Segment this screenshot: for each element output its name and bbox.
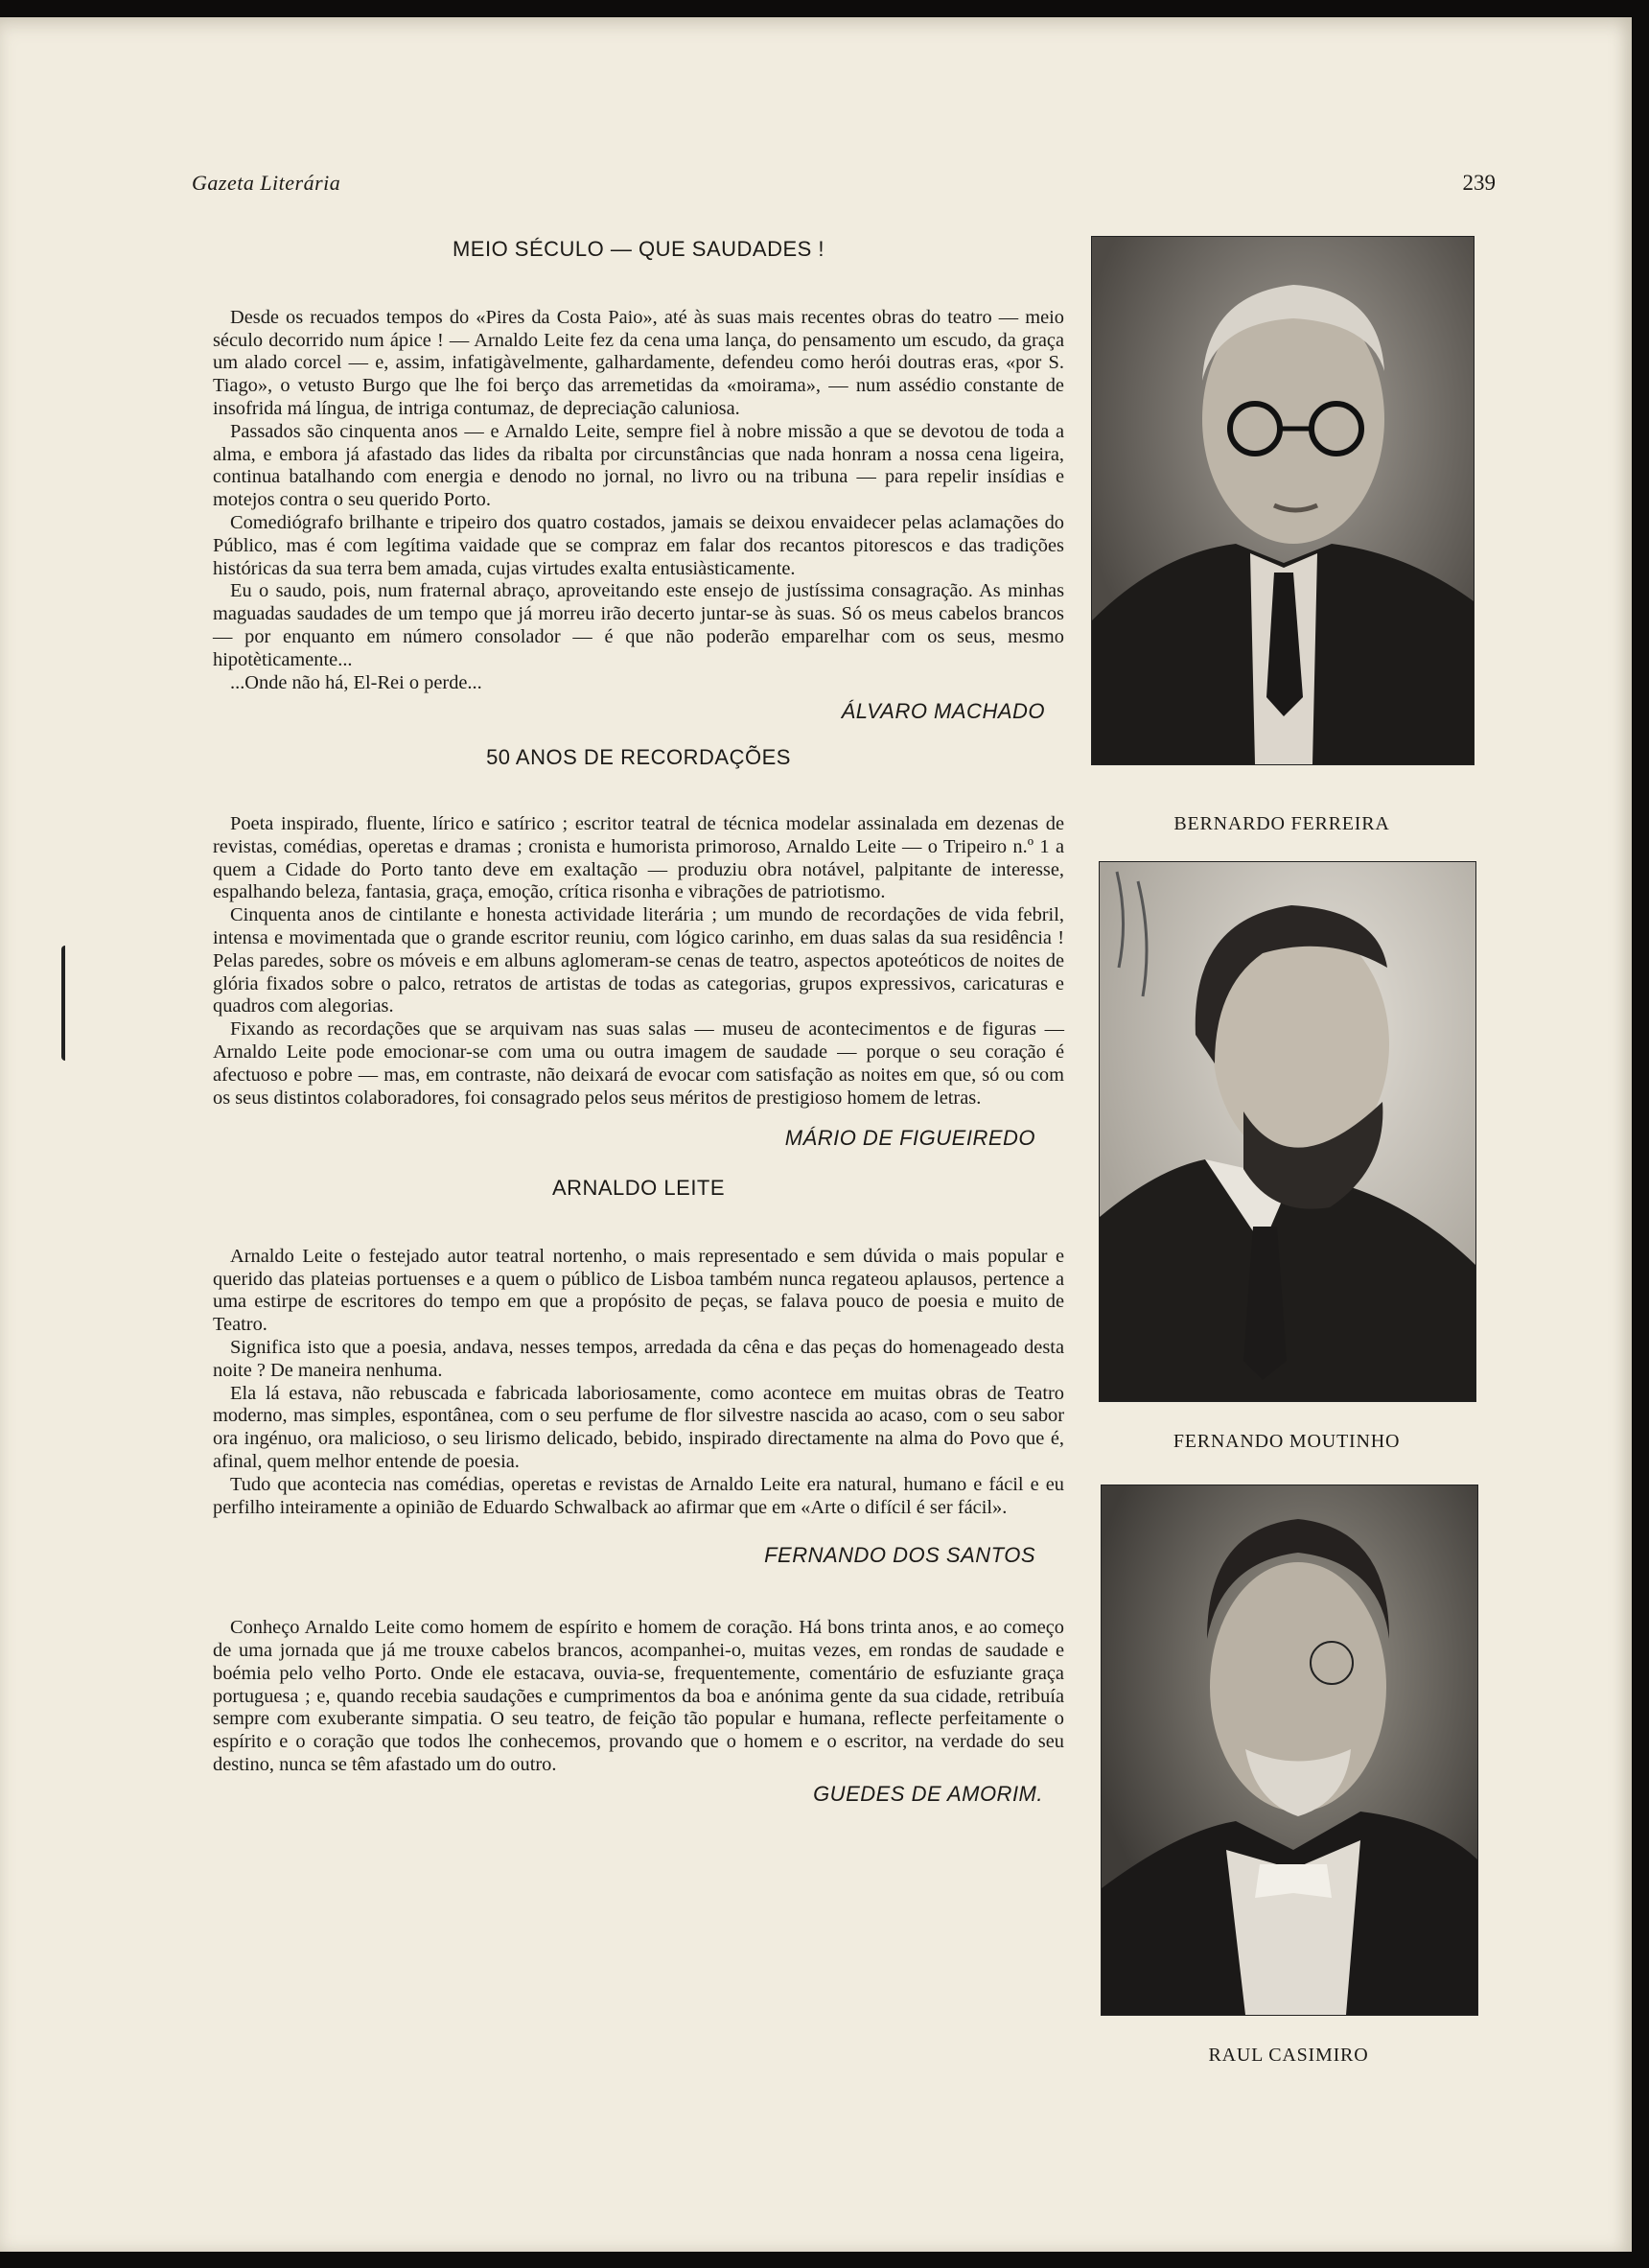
- paragraph: Arnaldo Leite o festejado autor teatral nortenho, o mais representado e sem dúvida o mais popular e querido das plateias portuenses e a quem o público de Lisboa também nunca regateou aplausos, pertence a uma estirpe de escritores do tempo em que a propósito de peças, se falava pouco de poesia e muito de Teatro.: [213, 1245, 1064, 1336]
- page: [0, 17, 1632, 2252]
- page-number: 239: [1462, 171, 1496, 195]
- section-title: MEIO SÉCULO — QUE SAUDADES !: [452, 237, 825, 261]
- binding-mark: [61, 946, 73, 1061]
- signature: FERNANDO DOS SANTOS: [764, 1543, 1035, 1568]
- paragraph: Passados são cinquenta anos — e Arnaldo Leite, sempre fiel à nobre missão a que se devotou de toda a alma, e embora já afastado das lides da ribalta por circunstâncias que nada honram a nossa cena ligeira, continua batalhando com energia e denodo no jornal, no livro ou na tribuna — para repelir insídias e motejos contra o seu querido Porto.: [213, 420, 1064, 511]
- section-title: ARNALDO LEITE: [551, 1176, 726, 1201]
- paragraph: Comediógrafo brilhante e tripeiro dos quatro costados, jamais se deixou envaidecer pelas aclamações do Público, mas é com legítima vaidade que se compraz em falar dos recantos pitorescos e das tradições históricas da sua terra bem amada, cujas virtudes exalta entusiàsticamente.: [213, 511, 1064, 579]
- portrait-photo: [1099, 861, 1476, 1402]
- portrait-photo: [1091, 236, 1475, 765]
- portrait-photo: [1101, 1485, 1478, 2016]
- signature: GUEDES DE AMORIM.: [813, 1781, 1043, 1806]
- portrait-caption: BERNARDO FERREIRA: [1173, 813, 1390, 834]
- paragraph: Tudo que acontecia nas comédias, operetas e revistas de Arnaldo Leite era natural, humano e fácil e eu perfilho inteiramente a opinião de Eduardo Schwalback ao afirmar que em «Arte o difícil é ser fácil».: [213, 1473, 1064, 1518]
- signature: MÁRIO DE FIGUEIREDO: [784, 1126, 1035, 1151]
- paragraph: Poeta inspirado, fluente, lírico e satírico ; escritor teatral de técnica modelar assinalada em dezenas de revistas, comédias, operetas e dramas ; cronista e humorista primoroso, Arnaldo Leite — o Tripeiro n.º 1 a quem a Cidade do Porto tanto deve em exaltação — produziu obra notável, palpitante de interesse, espalhando beleza, fantasia, graça, emoção, crítica risonha e vibrações de patriotismo.: [213, 812, 1064, 903]
- paragraph: ...Onde não há, El-Rei o perde...: [230, 671, 482, 693]
- paragraph: Eu o saudo, pois, num fraternal abraço, aproveitando este ensejo de justíssima consagração. As minhas maguadas saudades de um tempo que já morreu irão decerto juntar-se às suas. Só os meus cabelos brancos — por enquanto em número consolador — é que não poderão emparelhar com os seus, mesmo hipotèticamente...: [213, 580, 1064, 670]
- journal-title: Gazeta Literária: [192, 171, 341, 195]
- page-header: [192, 171, 1496, 209]
- section-title: 50 ANOS DE RECORDAÇÕES: [486, 745, 791, 770]
- signature: ÁLVARO MACHADO: [841, 699, 1045, 724]
- paragraph: Conheço Arnaldo Leite como homem de espírito e homem de coração. Há bons trinta anos, e ao começo de uma jornada que já me trouxe cabelos brancos, acompanhei-o, muitas vezes, em rondas de saudade e boémia pelo velho Porto. Onde ele estacava, ouvia-se, frequentemente, comentário de esfuziante graça portuguesa ; e, quando recebia saudações e cumprimentos da boa e anónima gente da sua cidade, retribuía sempre com exuberante simpatia. O seu teatro, de feição tão popular e humana, reflecte perfeitamente o espírito e o coração que todos lhe conhecemos, provando que o homem e o escritor, na verdade do seu destino, nunca se têm afastado um do outro.: [213, 1617, 1064, 1776]
- portrait-caption: RAUL CASIMIRO: [1208, 2045, 1369, 2066]
- portrait-caption: FERNANDO MOUTINHO: [1173, 1431, 1401, 1452]
- paragraph: Cinquenta anos de cintilante e honesta actividade literária ; um mundo de recordações de vida febril, intensa e movimentada que o grande escritor reuniu, com lógico carinho, em duas salas da sua residência ! Pelas paredes, sobre os móveis e em albuns aglomeram-se cenas de teatro, aspectos apoteóticos de noites de glória fixados sobre o palco, retratos de artistas de todas as categorias, grupos expressivos, caricaturas e quadros com alegorias.: [213, 904, 1064, 1017]
- paragraph: Fixando as recordações que se arquivam nas suas salas — museu de acontecimentos e de figuras — Arnaldo Leite pode emocionar-se com uma ou outra imagem de saudade — porque o seu coração é afectuoso e pobre — mas, em contraste, não deixará de evocar com satisfação as noites em que, só ou com os seus distintos colaboradores, foi consagrado pelos seus méritos de prestigioso homem de letras.: [213, 1018, 1064, 1109]
- paragraph: Significa isto que a poesia, andava, nesses tempos, arredada da cêna e das peças do homenageado desta noite ? De maneira nenhuma.: [213, 1337, 1064, 1381]
- paragraph: Ela lá estava, não rebuscada e fabricada laboriosamente, como acontece em muitas obras de Teatro moderno, mas simples, espontânea, com o seu perfume de flor silvestre nascida ao acaso, com o seu sabor ora ingénuo, ora malicioso, o seu lirismo delicado, bebido, inspirado directamente na alma do Povo que é, afinal, quem melhor entende de poesia.: [213, 1382, 1064, 1473]
- article-column: [213, 238, 1064, 1806]
- paragraph: Desde os recuados tempos do «Pires da Costa Paio», até às suas mais recentes obras do teatro — meio século decorrido num ápice ! — Arnaldo Leite fez da cena uma lança, do pensamento um escudo, da graça um alado corcel — e, assim, infatigàvelmente, galhardamente, defendeu como herói doutras eras, «por S. Tiago», o vetusto Burgo que lhe foi berço das arremetidas da «moirama», — num assédio constante de insofrida má língua, de intriga contumaz, de depreciação caluniosa.: [213, 306, 1064, 419]
